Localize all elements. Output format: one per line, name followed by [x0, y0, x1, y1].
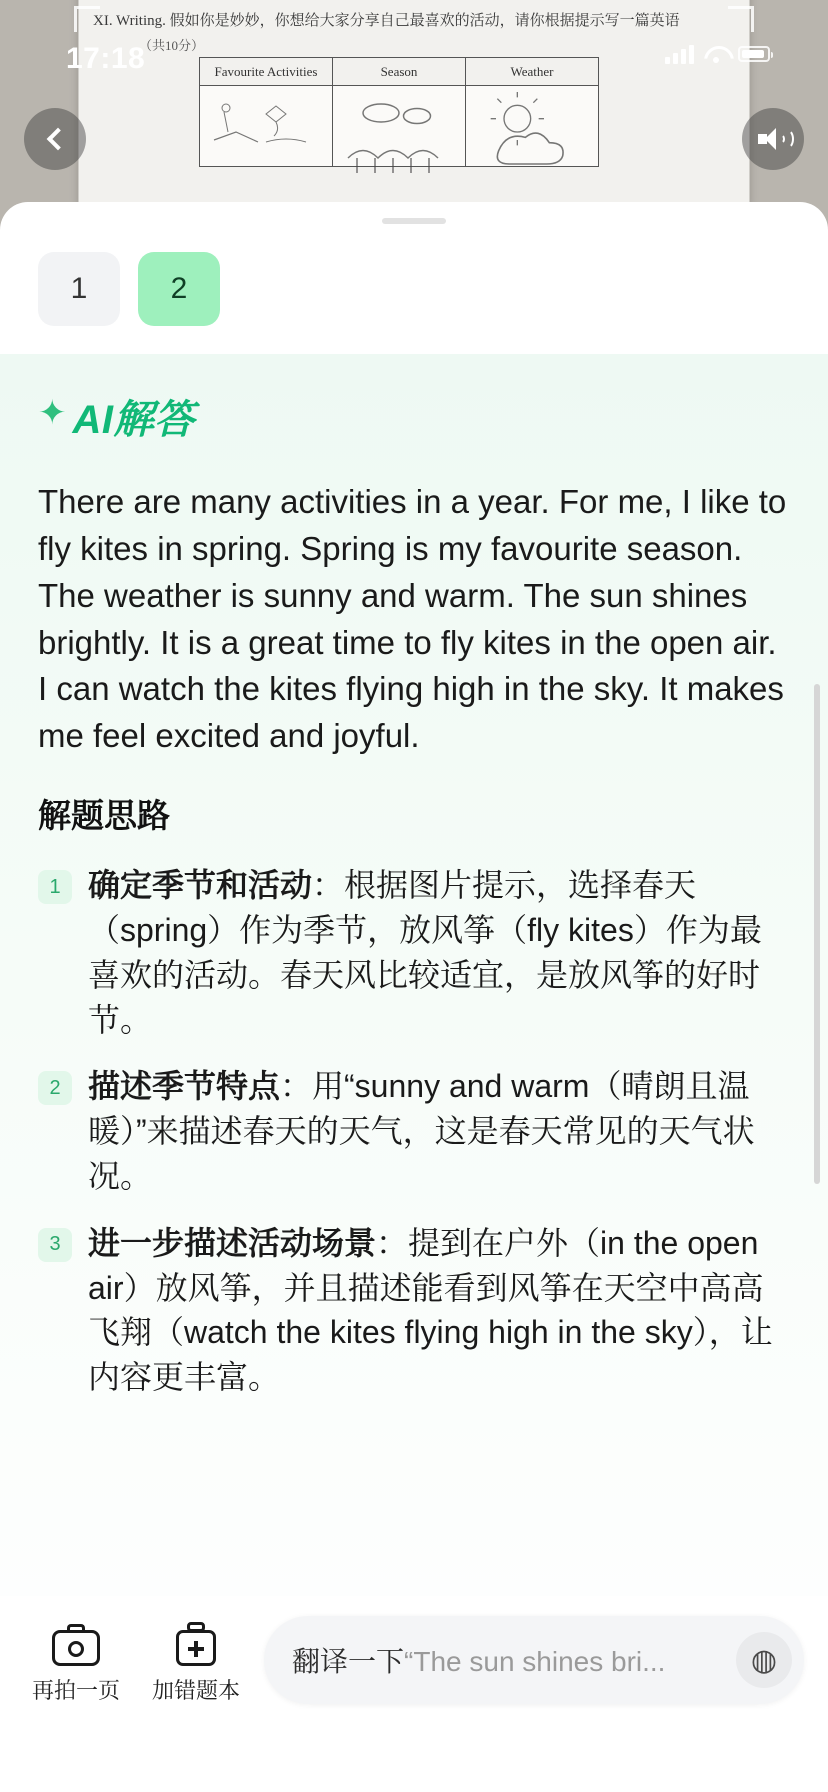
clipboard-plus-icon: [172, 1622, 220, 1666]
step-body: ：根据图片提示，选择春天（spring）作为季节，放风筝（fly kites）作为最喜欢的活动。春天风比较适宜，是放风筝的好时节。: [88, 867, 762, 1038]
ask-input-value-gray: “The sun shines bri...: [404, 1646, 666, 1677]
speaker-icon: [758, 127, 788, 151]
kite-sketch-icon: [206, 92, 326, 152]
ai-answer-text: There are many activities in a year. For me, I like to fly kites in spring. Spring is my favourite season. The weather is sunny and warm. The sun shines brightly. It is a great time to fly kites in the open air. I can watch the kites flying high in the sky. It makes me feel excited and joyful.: [38, 483, 787, 755]
retake-photo-button[interactable]: [24, 1614, 128, 1705]
cellular-bars-icon: [665, 44, 694, 64]
vertical-scrollbar[interactable]: [814, 684, 820, 1184]
step-text: [88, 1064, 790, 1198]
step-text: [88, 1221, 790, 1400]
table-header-weather: Weather: [466, 58, 598, 86]
retake-photo-label: 再拍一页: [31, 1678, 120, 1703]
step-number-badge: 2: [38, 1071, 72, 1105]
ask-input[interactable]: [264, 1616, 804, 1704]
voice-input-icon[interactable]: ◍: [736, 1632, 792, 1688]
season-sketch-icon: [339, 92, 459, 182]
status-icons: [665, 44, 770, 64]
step-item: [38, 1221, 790, 1400]
wifi-icon: [704, 45, 728, 63]
add-to-mistake-book-label: 加错题本: [151, 1678, 240, 1703]
worksheet-question-title: XI. Writing. 假如你是妙妙，你想给大家分享自己最喜欢的活动，请你根据提示写一篇英语: [93, 13, 680, 29]
add-to-mistake-book-button[interactable]: [144, 1614, 248, 1705]
page-selector: [0, 224, 828, 326]
step-body: ：提到在户外（in the open air）放风筝，并且描述能看到风筝在天空中高高飞翔（watch the kites flying high in the sky），让内容更丰富。: [88, 1224, 773, 1396]
worksheet-points-note: （共10分）: [139, 38, 205, 53]
page-chip-2[interactable]: 2: [138, 252, 220, 326]
table-header-season: Season: [333, 58, 465, 86]
step-number-badge: 3: [38, 1228, 72, 1262]
step-title: 进一步描述活动场景: [88, 1224, 377, 1261]
status-bar: [0, 0, 828, 100]
ask-input-value-dark: 翻译一下: [292, 1646, 405, 1677]
sparkle-icon: ✦: [38, 393, 67, 432]
sound-button[interactable]: [742, 108, 804, 170]
step-text: [88, 863, 790, 1042]
page-chip-1[interactable]: 1: [38, 252, 120, 326]
sun-cloud-sketch-icon: [472, 92, 592, 172]
back-button[interactable]: [24, 108, 86, 170]
ai-answer-title: AI解答: [72, 398, 195, 442]
steps-heading: 解题思路: [38, 797, 170, 835]
step-item: [38, 1064, 790, 1198]
step-body: ：用“sunny and warm（晴朗且温暖）”来描述春天的天气，这是春天常见的天气状况。: [88, 1068, 755, 1194]
battery-icon: [738, 46, 770, 62]
ask-input-text: [292, 1640, 736, 1680]
step-title: 确定季节和活动: [88, 867, 313, 904]
ai-answer-header: [38, 388, 790, 445]
table-header-activities: Favourite Activities: [200, 58, 332, 86]
ai-answer-panel: [0, 354, 828, 1748]
status-time: 17:18: [66, 42, 146, 75]
step-item: [38, 863, 790, 1042]
step-title: 描述季节特点: [88, 1068, 281, 1105]
step-number-badge: 1: [38, 870, 72, 904]
back-chevron-icon: [47, 128, 70, 151]
bottom-toolbar: [0, 1596, 828, 1792]
answer-sheet: [0, 202, 828, 1792]
camera-icon: [52, 1622, 100, 1666]
